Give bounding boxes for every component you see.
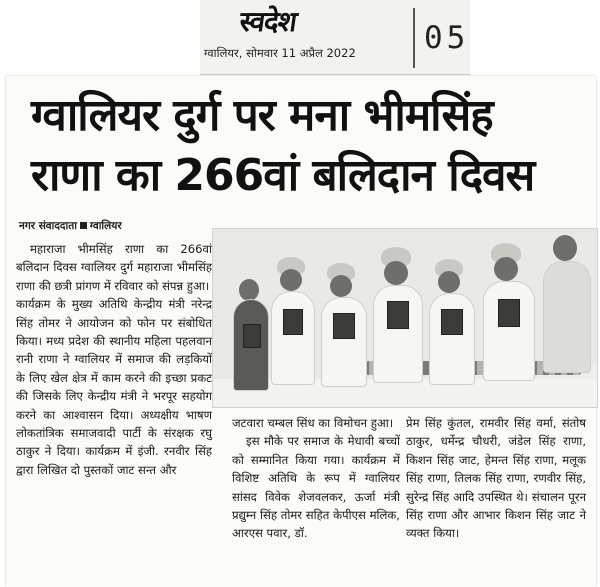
- headline: [31, 86, 591, 206]
- byline: [19, 219, 122, 233]
- table-cloth: [213, 379, 597, 407]
- article-column-3: [406, 414, 586, 543]
- page-number: 05: [424, 20, 470, 56]
- paragraph: कार्यक्रम के मुख्य अतिथि केन्द्रीय मंत्री नरेन्द्र सिंह तोमर ने आयोजन को फोन पर संबोधित किया। मध्य प्रदेश की स्थानीय महिला पहलवान रानी राणा ने ग्वालियर में समाज की लड़कियों के लिए खेल क्षेत्र में काम करने की इच्छा प्रकट की जिसके लिए केन्द्रीय मंत्री ने भरपूर सहयोग करने का आश्वासन दिया। अध्यक्षीय भाषण लोकतांत्रिक समाजवादी पार्टी के संरक्षक रघु ठाकुर ने दिया। कार्यक्रम में इंजी. रनवीर सिंह द्वारा लिखित दो पुस्तकों जाट सन्त और: [16, 297, 212, 477]
- paragraph: महाराजा भीमसिंह राणा का 266वां बलिदान दिवस ग्वालियर दुर्ग महाराजा भीमसिंह राणा की छत्री प्रांगण में रविवार को संपन्न हुआ।: [16, 242, 212, 293]
- news-article: [6, 76, 596, 587]
- byline-author: नगर संवाददाता: [19, 220, 77, 232]
- headline-line-1: ग्वालियर दुर्ग पर मना भीमसिंह: [31, 90, 493, 141]
- dateline: ग्वालियर, सोमवार 11 अप्रैल 2022: [204, 46, 356, 60]
- masthead: [200, 0, 470, 75]
- square-bullet-icon: [80, 222, 87, 229]
- news-photo: [212, 228, 598, 408]
- masthead-divider: [413, 8, 415, 68]
- paragraph: जटवारा चम्बल सिंध का विमोचन हुआ।: [232, 416, 394, 430]
- paragraph: इस मौके पर समाज के मेधावी बच्चों को सम्मानित किया गया। कार्यक्रम में विशिष्ट अतिथि के रूप में ग्वालियर सांसद विवेक शेजवलकर, ऊर्जा मंत्री प्रद्युम्न सिंह तोमर सहित केपीएस मलिक, आरएस पवार, डॉ.: [232, 434, 400, 541]
- article-column-2: [232, 414, 400, 543]
- newspaper-logo: स्वदेश: [237, 5, 299, 38]
- byline-place: ग्वालियर: [89, 220, 122, 232]
- article-column-1: [16, 240, 212, 479]
- headline-line-2: राणा का 266वां बलिदान दिवस: [31, 150, 535, 201]
- paragraph: प्रेम सिंह कुंतल, रामवीर सिंह वर्मा, संतोष ठाकुर, धर्मेन्द्र चौधरी, जंडेल सिंह राणा, किशन सिंह जाट, हेमन्त सिंह राणा, मलूक सिंह राणा, तिलक सिंह राणा, रणवीर सिंह, सुरेन्द्र सिंह आदि उपस्थित थे। संचालन पूरन सिंह राणा और आभार किशन सिंह जाट ने व्यक्त किया।: [406, 416, 586, 541]
